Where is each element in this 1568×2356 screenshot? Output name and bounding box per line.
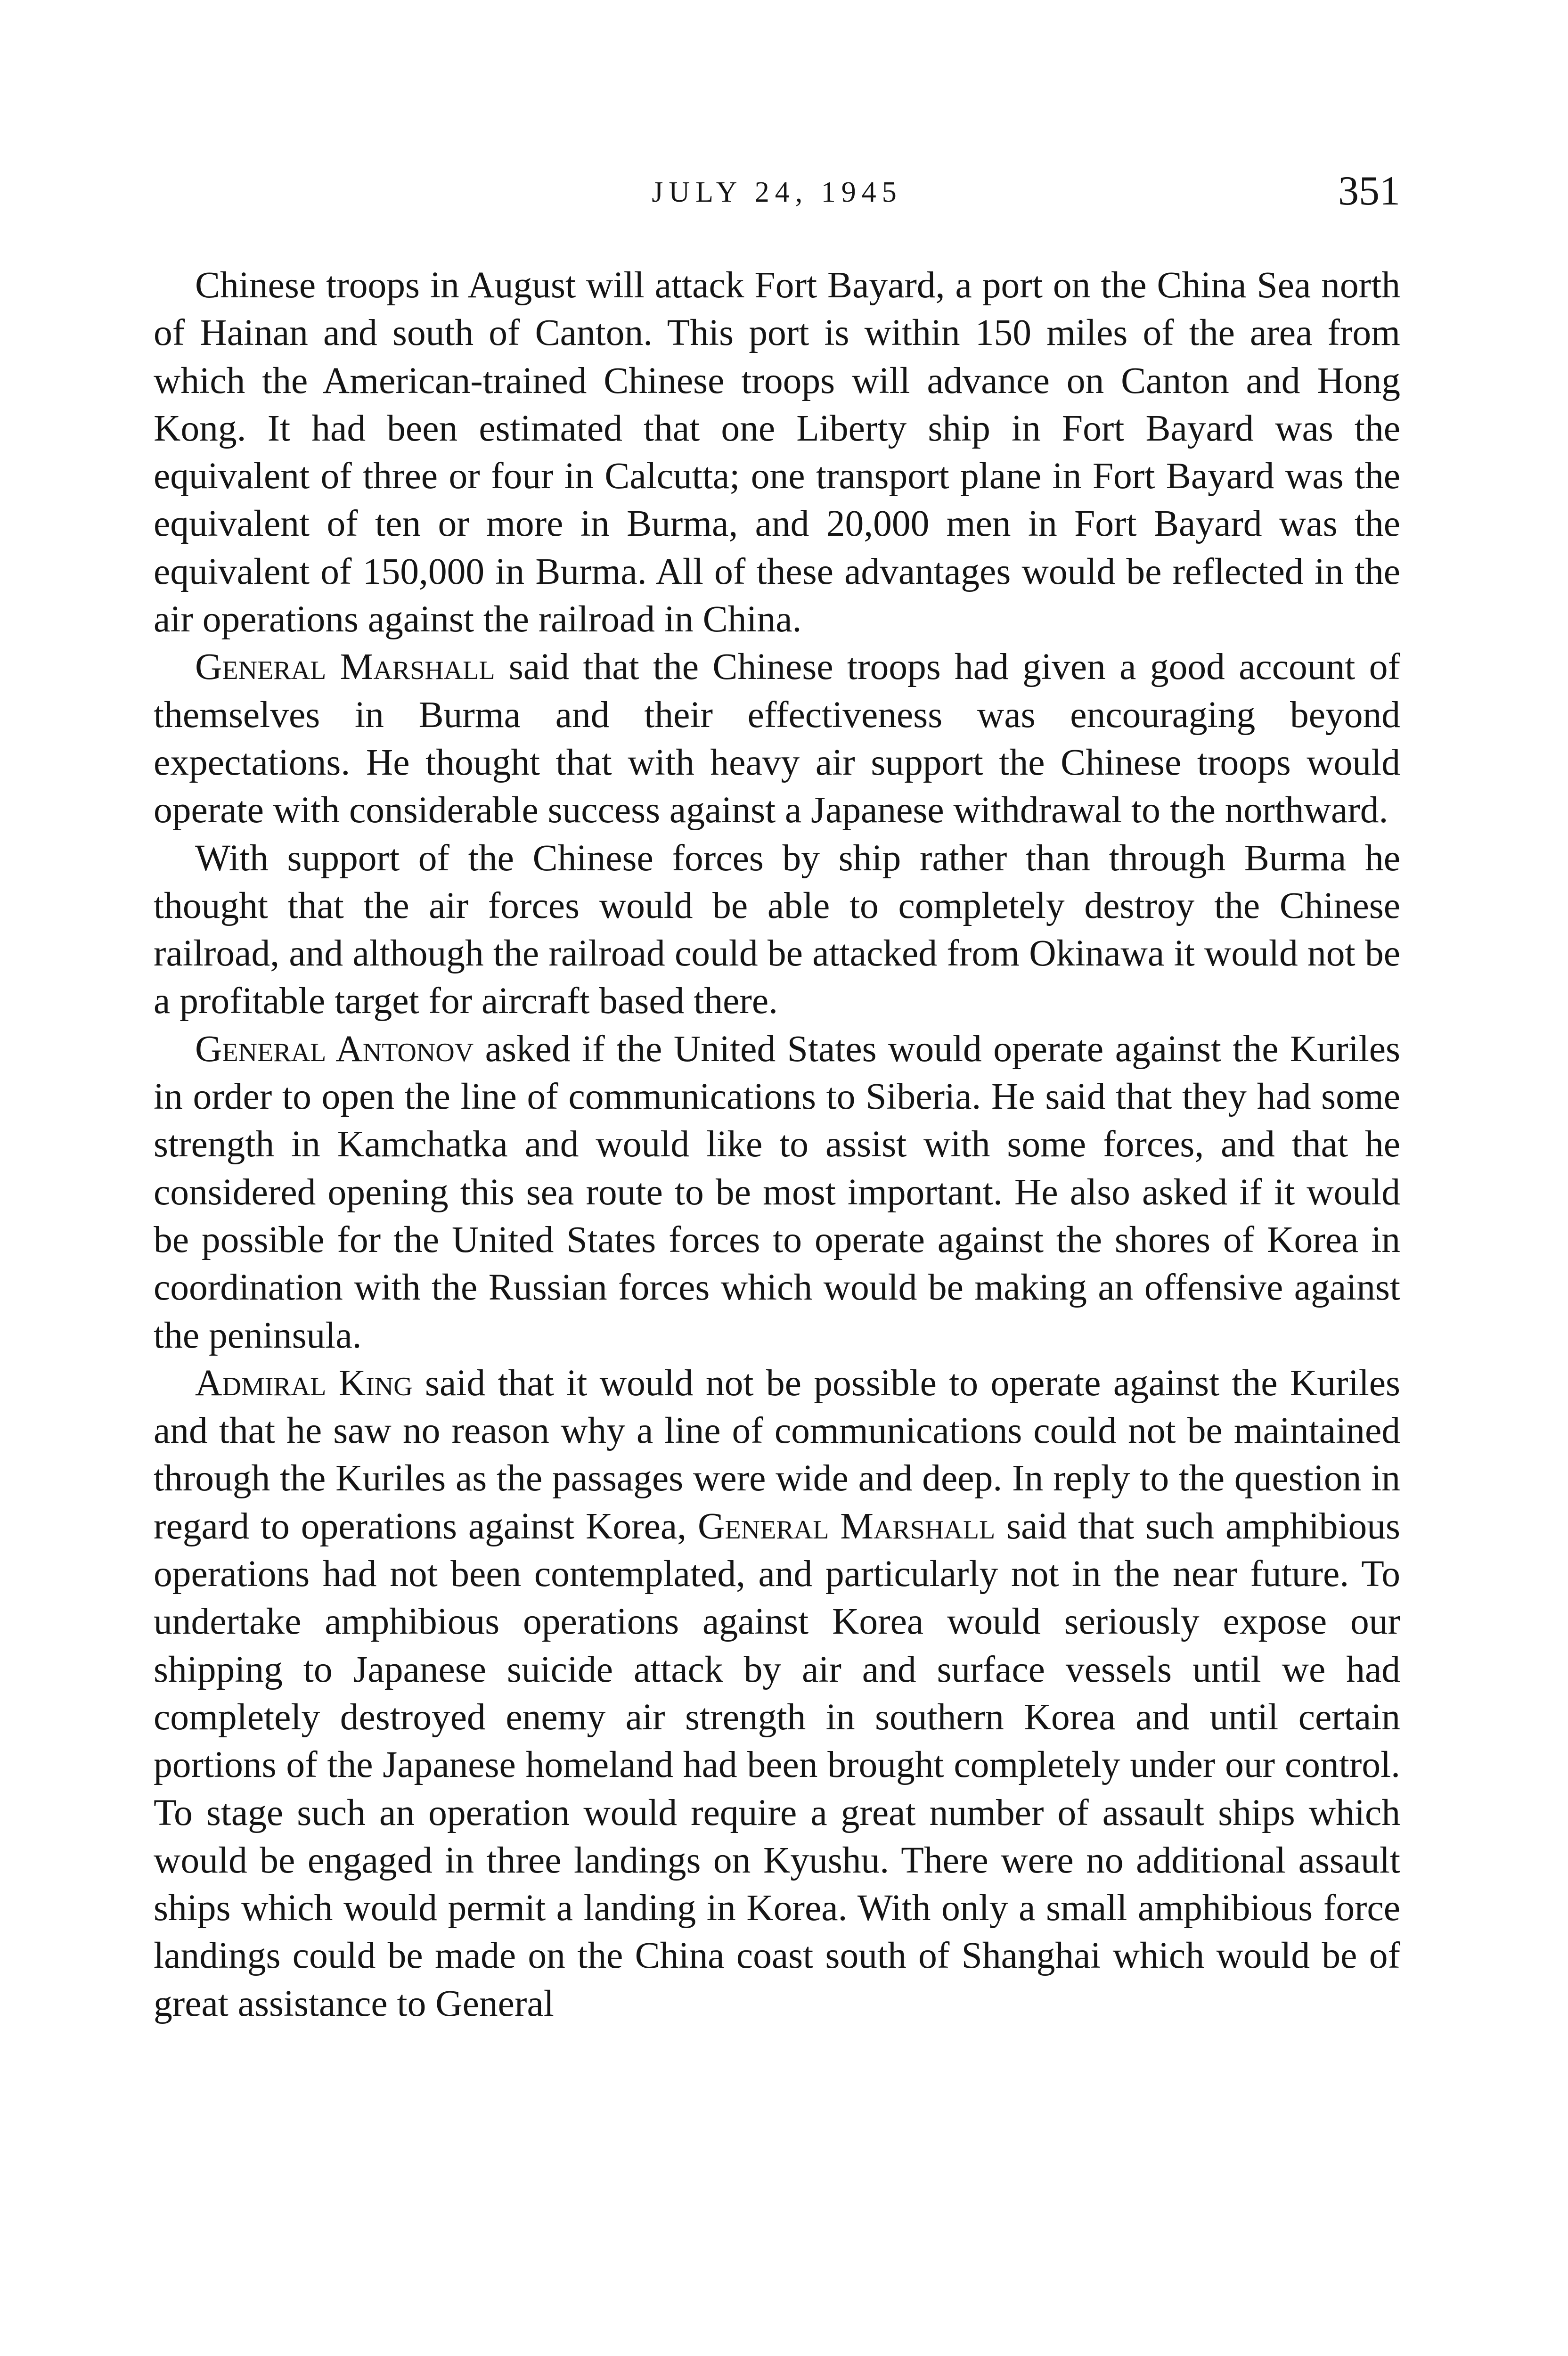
paragraph-text: said that the Chinese troops had given a good account of themselves in Burma and their effectiveness was encouraging beyond expectations. He thought that with heavy air support the Chinese troops would operate with considerable success against a Japanese withdrawal to the northward. [154, 646, 1400, 831]
paragraph-antonov-kuriles [154, 1025, 1400, 1359]
body-text [154, 262, 1400, 2028]
paragraph-fort-bayard [154, 262, 1400, 643]
paragraph-text: With support of the Chinese forces by ship rather than through Burma he thought that the air forces would be able to completely destroy the Chinese railroad, and although the railroad could be attacked from Okinawa it would not be a profitable target for aircraft based there. [154, 837, 1400, 1022]
speaker-name: General Antonov [195, 1028, 474, 1070]
paragraph-text: asked if the United States would operate against the Kuriles in order to open the line of communications to Siberia. He said that they had some strength in Kamchatka and would like to assist with some forces, and that he considered opening this sea route to be most important. He also asked if it would be possible for the United States forces to operate against the shores of Korea in coordination with the Russian forces which would be making an offensive against the peninsula. [154, 1028, 1400, 1356]
speaker-name: Admiral King [195, 1362, 413, 1404]
paragraph-marshall-chinese-troops [154, 643, 1400, 834]
speaker-name-second: General Marshall [698, 1505, 996, 1547]
page-header [154, 167, 1400, 214]
paragraph-text-continued: said that such amphibious operations had not been contemplated, and particularly not in the near future. To undertake amphibious operations against Korea would seriously expose our shipping to Japanese suicide attack by air and surface vessels until we had completely destroyed enemy air strength in southern Korea and until certain portions of the Japanese homeland had been brought completely under our control. To stage such an operation would require a great number of assault ships which would be engaged in three landings on Kyushu. There were no additional assault ships which would permit a landing in Korea. With only a small amphibious force landings could be made on the China coast south of Shanghai which would be of great assistance to General [154, 1505, 1400, 2024]
page-number: 351 [1338, 168, 1400, 214]
paragraph-text: said that it would not be possible to operate against the Kuriles and that he saw no reason why a line of communications could not be maintained through the Kuriles as the passages were wide and deep. In reply to the question in regard to operations against Korea, [154, 1362, 1400, 1547]
paragraph-ship-support [154, 834, 1400, 1025]
running-head: JULY 24, 1945 [652, 176, 902, 208]
paragraph-text: Chinese troops in August will attack Fort Bayard, a port on the China Sea north of Hainan and south of Canton. This port is within 150 miles of the area from which the American-trained Chinese troops will advance on Canton and Hong Kong. It had been estimated that one Liberty ship in Fort Bayard was the equivalent of three or four in Calcutta; one transport plane in Fort Bayard was the equivalent of ten or more in Burma, and 20,000 men in Fort Bayard was the equivalent of 150,000 in Burma. All of these advantages would be reflected in the air operations against the railroad in China. [154, 264, 1400, 640]
speaker-name: General Marshall [195, 646, 495, 688]
paragraph-king-reply [154, 1359, 1400, 2028]
